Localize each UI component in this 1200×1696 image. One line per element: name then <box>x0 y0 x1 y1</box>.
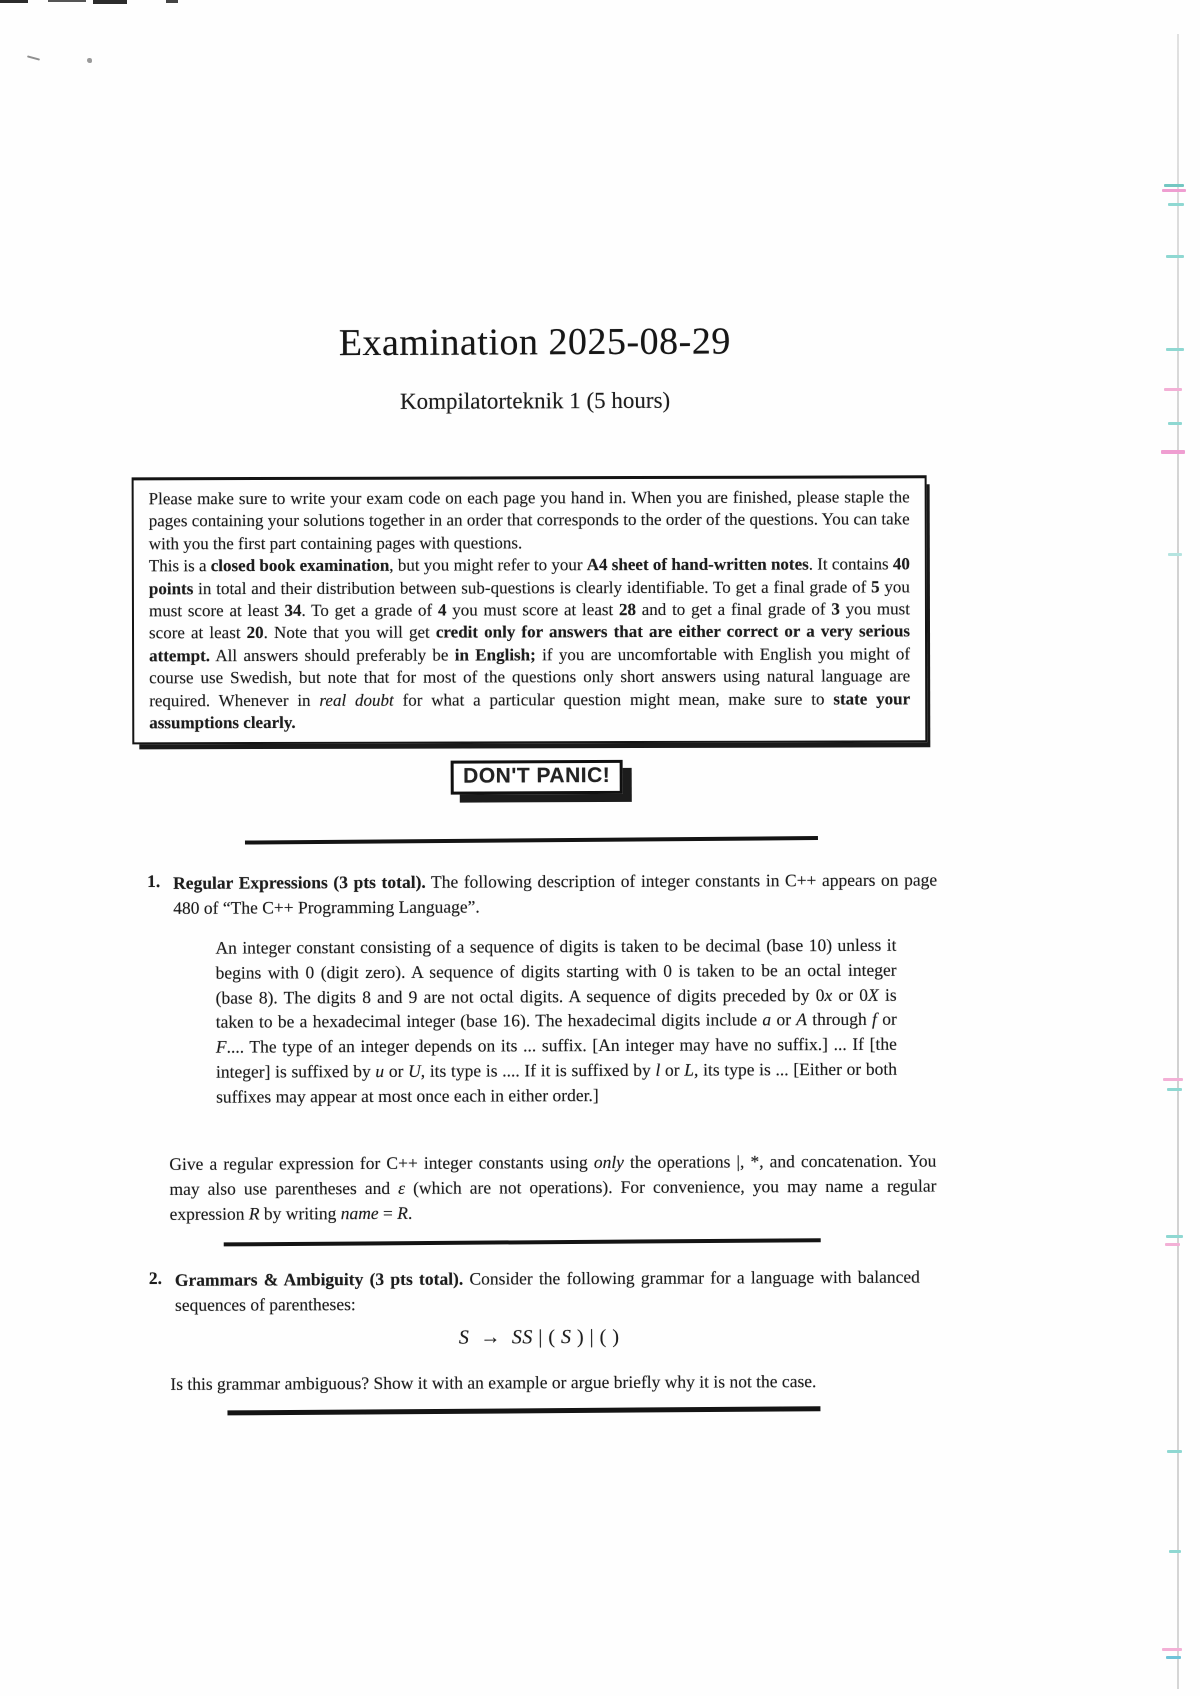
notice-paragraph-instructions: Please make sure to write your exam code on each page you hand in. When you are finished, please staple the pages containing your solutions together in an order that corresponds to the order of the questions. You can take with you the first part containing pages with questions. <box>148 487 910 554</box>
question-2-number: 2. <box>148 1267 163 1288</box>
grammar-formula: S → SS | ( S ) | ( ) <box>458 1325 620 1349</box>
section-divider-bottom <box>227 1406 820 1415</box>
question-2-task: Is this grammar ambiguous? Show it with an example or argue briefly why it is not the case. <box>170 1371 817 1394</box>
section-divider-top <box>245 836 818 845</box>
question-1-number: 1. <box>147 870 161 891</box>
notice-paragraph-rules: This is a closed book examination, but you might refer to your A4 sheet of hand-written notes. It contains 40 points in total and their distribution between sub-questions is clearly identifiable. To get a final grade of 5 you must score at least 34. To get a grade of 4 you must score at least 28 and to get a final grade of 3 you must score at least 20. Note that you will get credit only for answers that are either correct or a very serious attempt. All answers should preferably be in English; if you are uncomfortable with English you might of course use Swedish, but note that for most of the questions only short answers using natural language are required. Whenever in real doubt for what a particular question might mean, make sure to state your assumptions clearly. <box>148 554 911 733</box>
dont-panic-row <box>0 758 1074 797</box>
question-1-task: Give a regular expression for C++ integer constants using only the operations |, *, and concatenation. You may also use parentheses and ε (which are not operations). For convenience, you may name a regular expression R by writing name = R. <box>169 1150 937 1224</box>
question-1 <box>147 868 937 921</box>
page-title: Examination 2025-08-29 <box>338 320 731 365</box>
question-2 <box>149 1265 939 1318</box>
dont-panic-badge: DON'T PANIC! <box>451 760 622 795</box>
question-1-intro: Regular Expressions (3 pts total). The following description of integer constants in C++ appears on page 480 of “The C++ Programming Language”. <box>173 869 938 918</box>
page-subtitle: Kompilatorteknik 1 (5 hours) <box>399 387 671 414</box>
section-divider-middle <box>224 1238 821 1246</box>
question-1-quote-block: An integer constant consisting of a sequence of digits is taken to be decimal (base 10) unless it begins with 0 (digit zero). A sequence of digits starting with 0 is taken to be an octal integer (base 8). The digits 8 and 9 are not octal digits. A sequence of digits preceded by 0x or 0X is taken to be a hexadecimal integer (base 16). The hexadecimal digits include a or A through f or F.... The type of an integer depends on its ... suffix. [An integer may have no suffix.] ... If [the integer] is suffixed by u or U, its type is .... If it is suffixed by l or L, its type is ... [Either or both suffixes may appear at most once each in either order.] <box>215 934 898 1107</box>
question-2-intro: Grammars & Ambiguity (3 pts total). Consider the following grammar for a language with balanced sequences of parentheses: <box>174 1266 920 1315</box>
notice-box <box>132 475 928 745</box>
